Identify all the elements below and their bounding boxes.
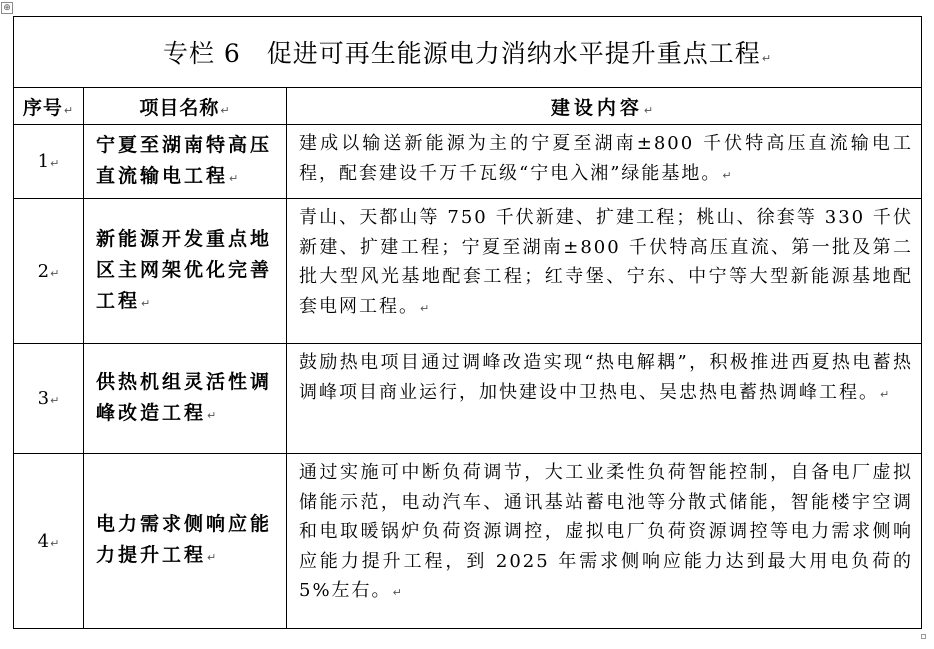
header-content: 建设内容 [550,96,643,119]
table-row [14,199,922,344]
table-title: 专栏 6 促进可再生能源电力消纳水平提升重点工程 [162,39,761,68]
paragraph-mark-icon: ↵ [50,266,60,280]
row-content-cell [287,125,922,199]
row-content: 鼓励热电项目通过调峰改造实现“热电解耦”，积极推进西夏热电蓄热调峰项目商业运行，加快建设中卫热电、吴忠热电蓄热调峰工程。 [299,352,913,403]
row-seq: 2 [37,260,50,282]
paragraph-mark-icon: ↵ [722,168,734,182]
table-move-handle-icon[interactable]: ⊕ [1,2,13,14]
row-name-cell [84,125,287,199]
paragraph-mark-icon: ↵ [229,171,242,185]
row-name-cell [84,199,287,344]
row-content-cell [287,344,922,454]
table-row [14,344,922,454]
row-content: 建成以输送新能源为主的宁夏至湖南±800 千伏特高压直流输电工程，配套建设千万千瓦级“宁电入湘”绿能基地。 [299,133,913,184]
row-content-cell [287,199,922,344]
row-content: 青山、天都山等 750 千伏新建、扩建工程；桃山、徐套等 330 千伏新建、扩建工程；宁夏至湖南±800 千伏特高压直流、第一批及第二批大型风光基地配套工程；红寺堡、宁东、中宁等大型新能源基地配套电网工程。 [299,207,913,317]
paragraph-mark-icon: ↵ [761,52,773,65]
row-seq: 1 [37,151,50,172]
row-name: 供热机组灵活性调峰改造工程 [96,370,273,424]
row-name-cell [84,454,287,629]
table-title-cell [14,17,922,88]
header-content-cell [287,88,922,125]
row-name: 电力需求侧响应能力提升工程 [96,513,273,566]
row-name: 新能源开发重点地区主网架优化完善工程 [96,227,273,312]
row-seq-cell [14,454,84,629]
paragraph-mark-icon: ↵ [207,408,220,422]
header-name: 项目名称 [139,96,220,119]
header-seq: 序号 [22,96,63,119]
row-content: 通过实施可中断负荷调节，大工业柔性负荷智能控制，自备电厂虚拟储能示范，电动汽车、通讯基站蓄电池等分散式储能，智能楼宇空调和电取暖锅炉负荷资源调控，虚拟电厂负荷资源调控等电力需求侧响应能力提升工程，到 2025 年需求侧响应能力达到最大用电负荷的 5%左右。 [299,462,913,601]
paragraph-mark-icon: ↵ [50,394,60,407]
row-seq: 3 [37,388,50,409]
end-of-cell-marker [921,634,926,639]
paragraph-mark-icon: ↵ [392,586,404,599]
header-name-cell [84,88,287,125]
table-row [14,454,922,629]
row-seq-cell [14,125,84,199]
paragraph-mark-icon: ↵ [207,551,220,564]
row-name: 宁夏至湖南特高压直流输电工程 [96,133,273,187]
key-projects-table [13,16,922,629]
paragraph-mark-icon: ↵ [220,103,231,117]
row-seq-cell [14,199,84,344]
paragraph-mark-icon: ↵ [50,157,60,170]
table-row [14,125,922,199]
row-seq-cell [14,344,84,454]
paragraph-mark-icon: ↵ [50,536,60,550]
paragraph-mark-icon: ↵ [643,103,658,117]
row-seq: 4 [37,530,50,552]
paragraph-mark-icon: ↵ [141,296,154,310]
row-name-cell [84,344,287,454]
row-content-cell [287,454,922,629]
paragraph-mark-icon: ↵ [63,103,75,117]
paragraph-mark-icon: ↵ [880,387,892,401]
paragraph-mark-icon: ↵ [420,301,432,315]
header-seq-cell [14,88,84,125]
